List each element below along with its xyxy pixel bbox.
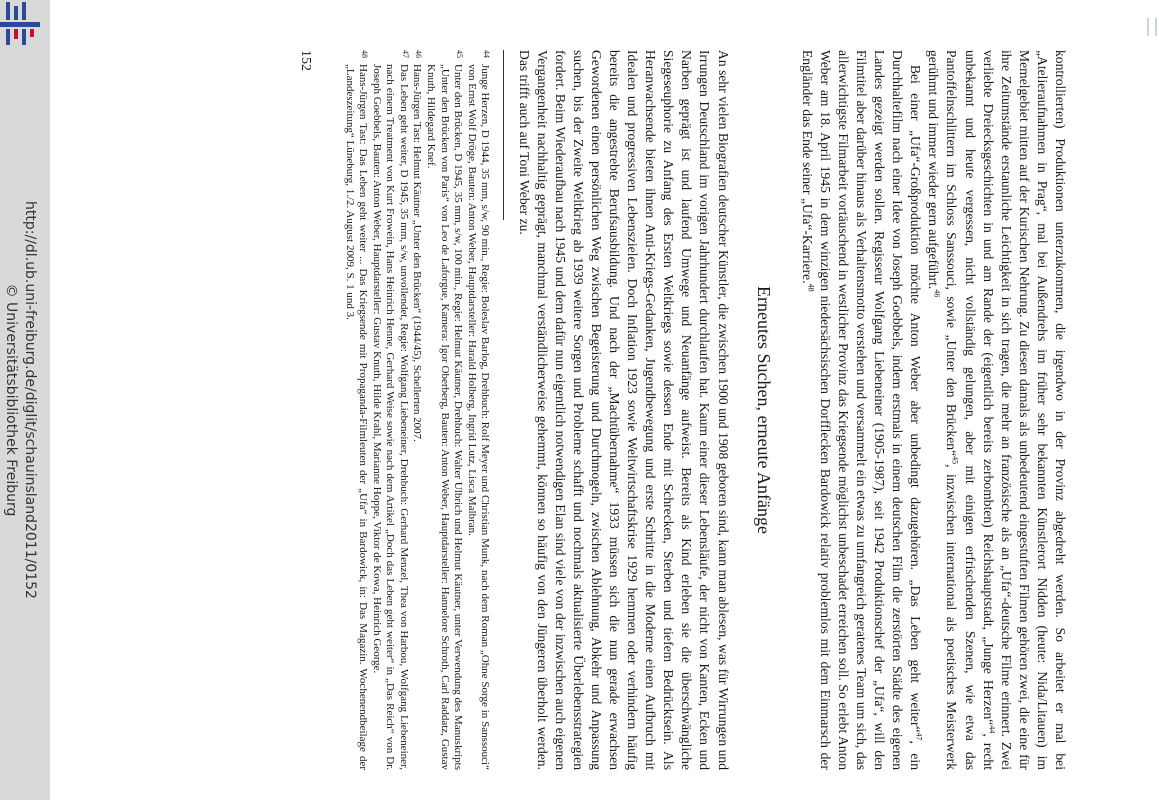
footnote — [342, 50, 369, 770]
footnote-ref[interactable]: 48 — [806, 283, 816, 292]
intro-block — [798, 50, 1069, 770]
section-heading: Erneutes Suchen, erneute Anfänge — [753, 286, 774, 534]
footnote-ref[interactable]: 46 — [932, 289, 942, 298]
footnote-number: 48 — [360, 50, 370, 58]
section-paragraph: An sehr vielen Biografien deutscher Künstler, die zwischen 1900 und 1908 geboren sind, kann man ablesen, was für Wirrungen und Irrungen Deutschland im vorigen Jahrhundert durchlaufen hat. Kaum einer dieser Lebensläufe, der nicht von Kanten, Ecken und Narben geprägt ist und laufend Umwege und Neuanfänge aufweist. Bereits als Kind erleben sie die überschwängliche Siegeseuphorie zu Anfang des Ersten Weltkriegs sowie dessen Ende mit Schrecken, Sterben und tiefem Bedrücktsein. Als Heranwachsende bieten ihnen Anti-Kriegs-Gedanken, Jugendbewegung und erste Schritte in die Moderne einen Aufbruch mit Idealen und progressiven Lebenszielen. Doch Inflation 1923 sowie Weltwirtschaftskrise 1929 hemmen oder verhindern häufig bereits die angestrebte Berufsausbildung. Und nach der „Machtübernahme“ 1933 müssen sich die nun gerade erwachsen Gewordenen einen persönlichen Weg zwischen Begeisterung und Durchmogeln, zwischen Ablehnung, Abkehr und Anpassung suchen, bis der Zweite Weltkrieg ab 1939 weitere Sorgen und Probleme schafft und nochmals aktualisierte Überlebensstrategien fordert. Beim Wiederaufbau nach 1945 und dem dafür nun eigentlich notwendigen Elan sind viele von der inzwischen auch eigenen Vergangenheit nachhaltig geprägt, manchmal verständlicherweise gehemmt, können so häufig von den Jüngeren überholt werden. Das trifft auch auf Toni Weber zu. — [516, 50, 731, 770]
corner-mark — [1147, 18, 1157, 36]
page-number: 152 — [297, 50, 313, 71]
footnote-text: Unter den Brücken, D 1945, 35 mm, s/w, 100 min., Regie: Helmut Käutner, Drehbuch: Walter Ulbrich und Helmut Käutner, unter Verwendung des Manuskripts „Unter den Brücken von Paris“ von Leo de Laforgue, Kamera: Igor Oberberg, Bauten: Anton Weber, Hauptdarsteller: Hannelore Schroth, Carl Raddatz, Gustav Knuth, Hildegard Knef. — [425, 64, 465, 770]
footnote-text: Hans-Jürgen Tast: Das Leben geht weiter ... Das Kriegsende mit Propaganda-Filmleuten der „Ufa“ in Bardowick, in: Das Magazin. Wochenendbeilage der „Landeszeitung“ Lüneburg, 1./2. August 2009, S. 1 und 3. — [343, 64, 370, 770]
footnote-text: Junge Herzen, D 1944, 35 mm, s/w, 90 min., Regie: Boleslav Barlog, Drehbuch: Rolf Meyer und Christian Munk, nach dem Roman „Ohne Sorge in Sanssouci“ von Ernst Wolf Dröge, Bauten: Anton Weber, Hauptdarsteller: Harald Holberg, Ingrid Lutz, Lisca Malbran. — [465, 64, 492, 770]
university-logo-icon — [0, 0, 50, 50]
footnote-number: 45 — [455, 50, 465, 58]
footnote — [410, 50, 424, 770]
footnote-text: Hans-Jürgen Tast: Helmut Käutner „Unter den Brücken“ (1944/45), Schellerten 2007. — [411, 64, 424, 442]
footnote — [424, 50, 465, 770]
intro-paragraph: kontrollierten) Produktionen unterzukommen, die irgendwo in der Provinz abgedreht werden. So arbeitet er mal bei „Atelieraufnahmen in Prag“, mal bei Außendrehs im früher sehr bekannten Künstlerort Nidden (heute: Nida/Litauen) im Memelgebiet mitten auf der Kurischen Nehrung. Zu diesen damals als unbedeutend eingestuften Filmen gehören zwei, die eine für ihre Zeitumstände erstaunliche Leichtigkeit in sich tragen, die mehr an französische als an „Ufa“-deutsche Filme erinnert. Zwei verliebte Dreiecksgeschichten in und am Rande der (eigentlich bereits zerbombten) Reichshauptstadt, „Junge Herzen“$^{44}$, recht unbekannt und heute vergessen, nicht vollständig gelungen, aber mit einigen erfrischenden Szenen, wie etwa das Pantoffelnschlittern im Schloss Sanssouci, sowie „Unter den Brücken“$^{45}$, inzwischen international als poetisches Meisterwerk gerühmt und immer wieder gern aufgeführt.$^{46}$ — [926, 50, 1068, 771]
footnote-ref[interactable]: 47 — [914, 732, 924, 741]
footnote-ref[interactable]: 44 — [987, 725, 997, 734]
footnote-number: 44 — [482, 50, 492, 58]
sidebar — [0, 0, 50, 800]
footnote — [464, 50, 491, 770]
document-page — [69, 50, 1069, 770]
watermark-url: http://dl.ub.uni-freiburg.de/diglit/schauinsland2011/0152 — [22, 201, 38, 599]
footnote-number: 47 — [400, 50, 410, 58]
footnote-ref[interactable]: 45 — [950, 456, 960, 465]
footnote-number: 46 — [414, 50, 424, 58]
footnote — [369, 50, 410, 770]
intro-paragraph: Bei einer „Ufa“-Großproduktion möchte Anton Weber aber unbedingt dazugehören. „Das Leben geht weiter“$^{47}$, ein Durchhaltefilm nach einer Idee von Joseph Goebbels, indem erstmals in einem deutschen Film die zerstörten Städte des eigenen Landes gezeigt werden sollen. Regisseur Wolfgang Liebeneiner (1905-1987), seit 1942 Produktionschef der „Ufa“, will den Filmtitel aber darüber hinaus als Verhaltensmotto verstehen und versammelt ein etwas zu umfangreich geratenes Team um sich, das allerwichtigste Filmarbeit vortäuschend in westlicher Provinz das Kriegsende möglichst unbeschadet erreichen soll. So erlebt Anton Weber am 18. April 1945 in dem winzigen niedersächsischen Dorfflecken Bardowick relativ problemlos mit dem Einmarsch der Engländer das Ende seiner „Ufa“-Karriere.$^{48}$ — [799, 50, 924, 770]
footnote-text: Das Leben geht weiter, D 1945, 35 mm, s/w, unvollendet, Regie: Wolfgang Liebeneiner, Drehbuch: Gerhard Menzel, Thea von Harbou, Wolfgang Liebeneiner, nach einem Treatment von Kurt Frowein, Hans Heinrich Henne, Gerhard Weise sowie nach dem Artikel „Doch das Leben geht weiter“ in „Das Reich“ von Dr. Joseph Goebbels, Bauten: Anton Weber, Hauptdarsteller: Gustav Knuth, Hilde Krahl, Marianne Hoppe, Viktor de Kowa, Heinrich George. — [370, 64, 410, 770]
footnotes — [342, 50, 492, 770]
watermark-copyright: © Universitätsbibliothek Freiburg — [3, 283, 19, 517]
section-block — [514, 50, 731, 770]
footnote-divider — [503, 50, 504, 220]
